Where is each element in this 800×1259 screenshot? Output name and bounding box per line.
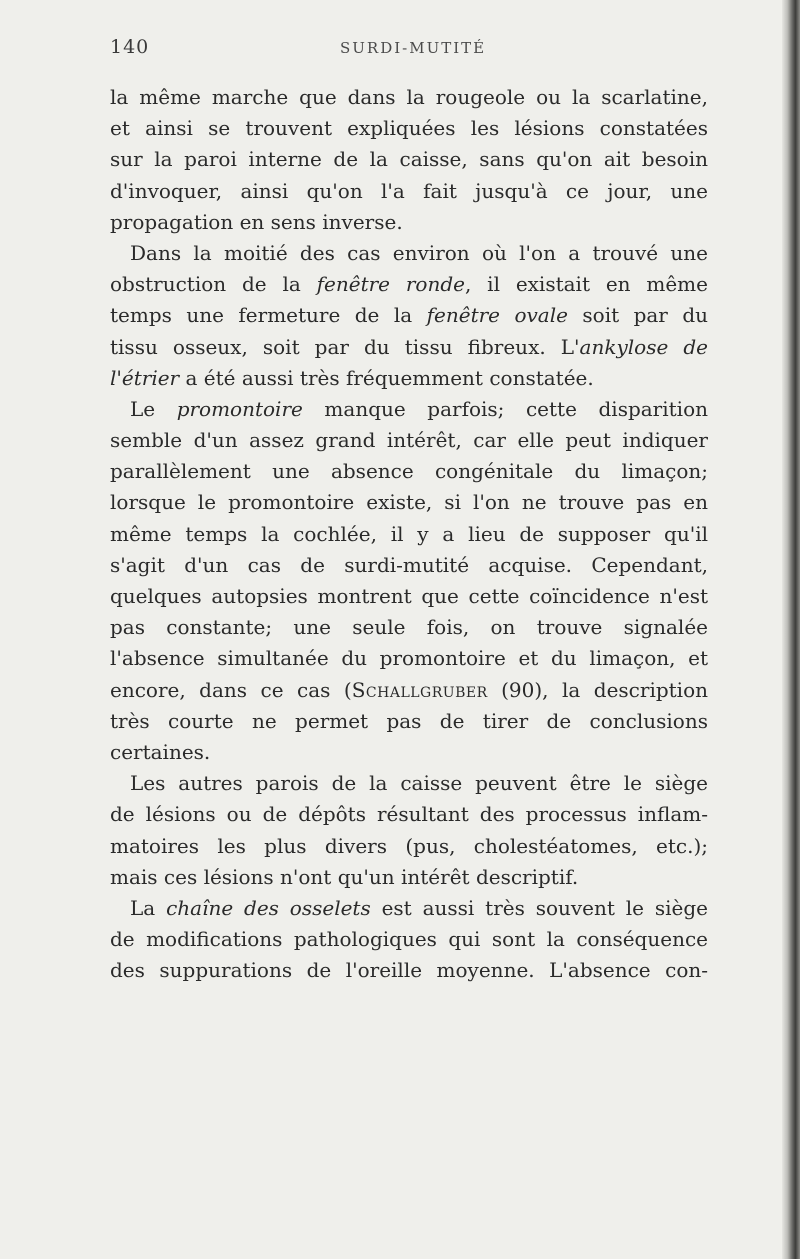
italic-term: fenêtre ovale: [426, 303, 568, 328]
text-run: l'absence simultanée du promontoire et du limaçon, et: [110, 646, 708, 671]
text-run: manque parfois; cette disparition: [302, 396, 708, 421]
text-line: [110, 643, 708, 674]
text-line: [110, 831, 708, 862]
text-run: lorsque le promontoire existe, si l'on ne trouve pas en: [110, 490, 708, 515]
text-run: La: [130, 895, 167, 920]
text-run: et ainsi se trouvent expliquées les lésions constatées: [110, 116, 708, 141]
author-name: Schallgruber: [351, 677, 488, 702]
text-line: [110, 487, 708, 518]
text-run: certaines.: [110, 739, 211, 764]
text-run: sur la paroi interne de la caisse, sans qu'on ait besoin: [110, 147, 708, 172]
text-line: [110, 862, 708, 893]
text-line: [110, 456, 708, 487]
text-run: très courte ne permet pas de tirer de conclusions: [110, 708, 708, 733]
text-line: [110, 768, 708, 799]
text-run: de modifications pathologiques qui sont la conséquence: [110, 927, 708, 952]
text-run: pas constante; une seule fois, on trouve signalée: [110, 615, 708, 640]
running-head: SURDI-MUTITÉ: [340, 39, 487, 57]
text-line: [110, 238, 708, 269]
text-run: de lésions ou de dépôts résultant des processus inflam-: [110, 802, 708, 827]
text-run: la même marche que dans la rougeole ou la scarlatine,: [110, 85, 708, 109]
text-line: [110, 799, 708, 830]
text-run: parallèlement une absence congénitale du limaçon;: [110, 459, 708, 484]
text-line: [110, 612, 708, 643]
text-run: soit par du: [567, 303, 709, 328]
text-line: [110, 519, 708, 550]
text-run: a été aussi très fréquemment constatée.: [179, 365, 594, 390]
text-run: même temps la cochlée, il y a lieu de supposer qu'il: [110, 521, 708, 546]
text-line: [110, 675, 708, 706]
text-run: des suppurations de l'oreille moyenne. L'absence con-: [110, 958, 708, 983]
italic-term: chaîne des osselets: [166, 895, 371, 920]
italic-term: fenêtre ronde: [316, 272, 465, 297]
text-run: obstruction de la: [110, 272, 317, 297]
text-line: [110, 394, 708, 425]
text-line: [110, 924, 708, 955]
text-run: d'invoquer, ainsi qu'on l'a fait jusqu'à ce jour, une: [110, 178, 708, 203]
text-line: [110, 893, 708, 924]
text-line: [110, 581, 708, 612]
italic-term: ankylose de: [579, 334, 708, 359]
text-line: [110, 144, 708, 175]
text-line: [110, 706, 708, 737]
text-run: tissu osseux, soit par du tissu fibreux. L': [110, 334, 580, 359]
text-run: encore, dans ce cas (: [110, 677, 352, 702]
text-line: [110, 269, 708, 300]
text-line: [110, 550, 708, 581]
text-run: s'agit d'un cas de surdi-mutité acquise. Cependant,: [110, 552, 708, 577]
text-line: [110, 113, 708, 144]
text-run: matoires les plus divers (pus, cholestéatomes, etc.);: [110, 833, 708, 858]
text-line: [110, 955, 708, 986]
text-run: est aussi très souvent le siège: [370, 895, 709, 920]
text-run: propagation en sens inverse.: [110, 209, 403, 234]
italic-term: l'étrier: [110, 365, 180, 390]
text-run: semble d'un assez grand intérêt, car elle peut indiquer: [110, 428, 708, 453]
text-run: , il existait en même: [464, 272, 708, 297]
text-run: mais ces lésions n'ont qu'un intérêt descriptif.: [110, 864, 579, 889]
text-line: [110, 425, 708, 456]
page-header: [110, 36, 710, 64]
text-run: Dans la moitié des cas environ où l'on a trouvé une: [130, 240, 708, 265]
italic-term: promontoire: [176, 396, 303, 421]
page-number: 140: [110, 36, 150, 58]
text-line: [110, 737, 708, 768]
text-line: [110, 300, 708, 331]
text-run: Le: [130, 396, 177, 421]
body-text: [110, 82, 708, 986]
text-run: (90), la description: [487, 677, 708, 702]
text-line: [110, 207, 708, 238]
page-edge-shadow: [782, 0, 800, 1259]
text-line: [110, 176, 708, 207]
text-line: [110, 332, 708, 363]
text-line: [110, 363, 708, 394]
text-run: temps une fermeture de la: [110, 303, 427, 328]
text-run: quelques autopsies montrent que cette coïncidence n'est: [110, 584, 708, 608]
text-run: Les autres parois de la caisse peuvent être le siège: [130, 771, 708, 796]
text-line: [110, 82, 708, 113]
